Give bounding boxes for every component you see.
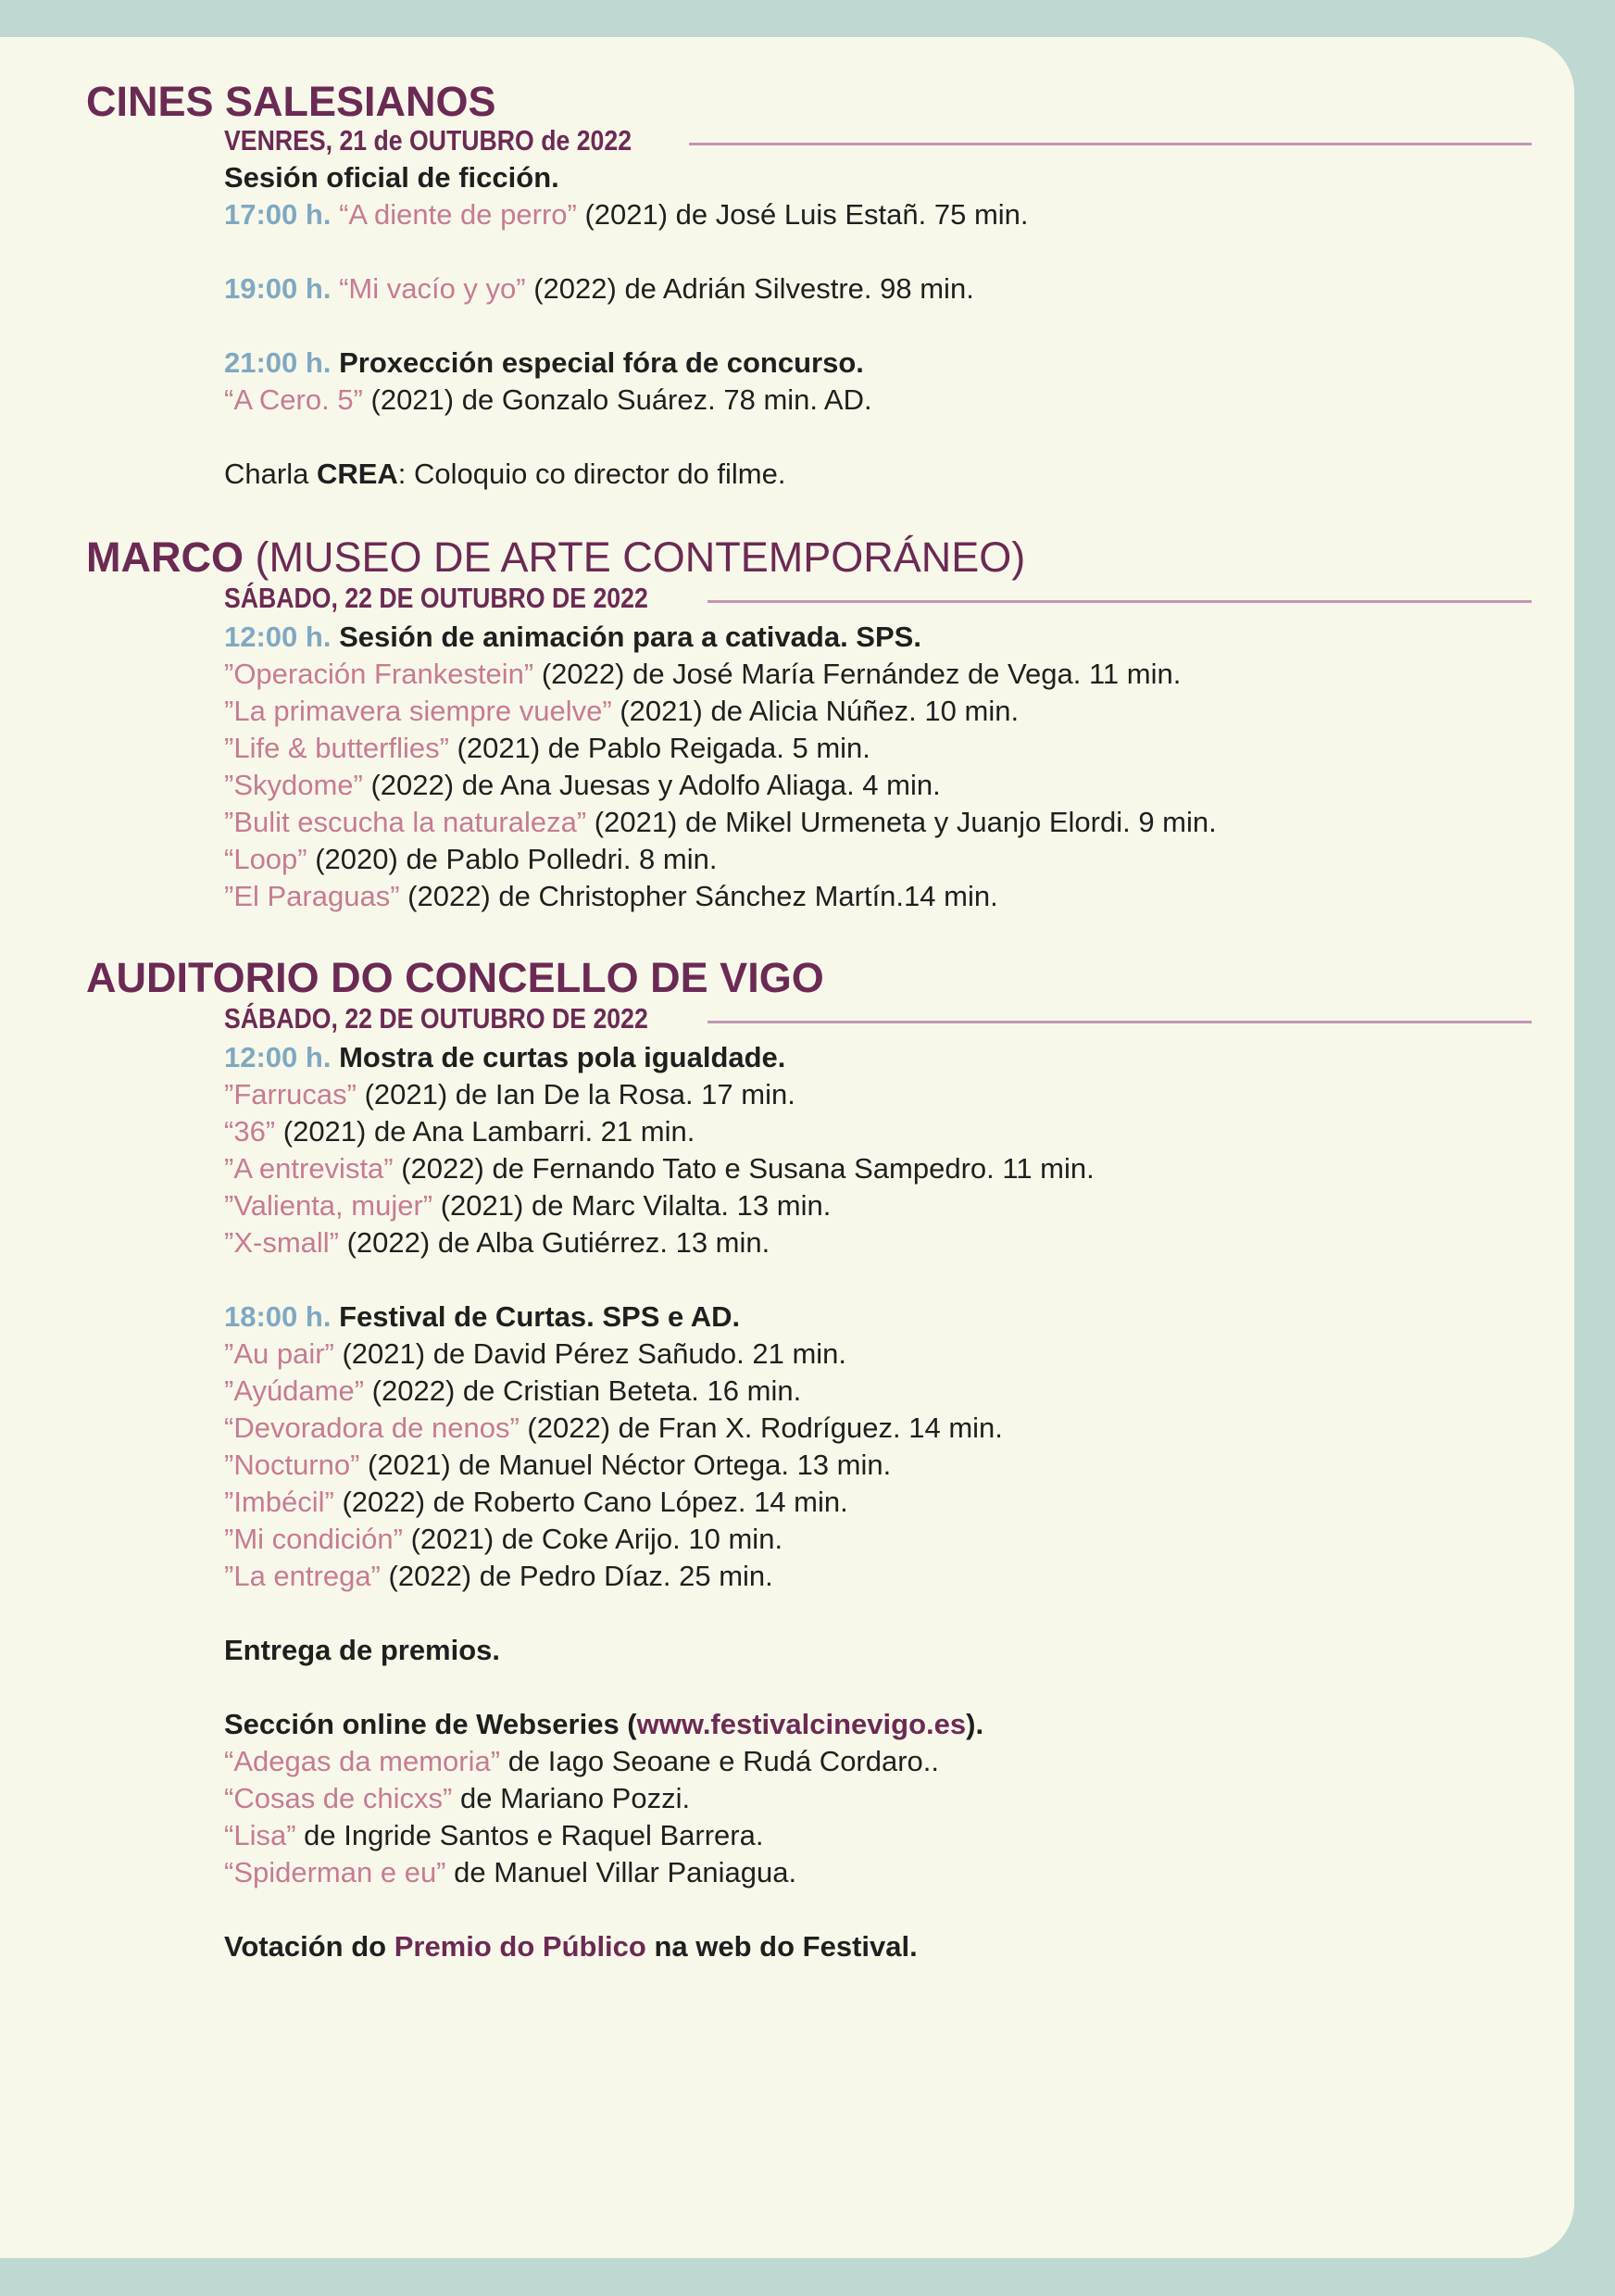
film-line: ”Farrucas” (2021) de Ian De la Rosa. 17 min. (224, 1078, 795, 1110)
venue-title (86, 533, 1025, 582)
vote-line: Votación do Premio do Público na web do Festival. (224, 1930, 918, 1963)
session-heading: 12:00 h. Mostra de curtas pola igualdade. (224, 1041, 786, 1073)
session-date: SÁBADO, 22 DE OUTUBRO DE 2022 (224, 1002, 648, 1035)
screening-line: “A Cero. 5” (2021) de Gonzalo Suárez. 78 min. AD. (224, 383, 872, 416)
date-row (224, 1002, 1532, 1035)
film-line: ”Ayúdame” (2022) de Cristian Beteta. 16 min. (224, 1374, 802, 1407)
venue-name: AUDITORIO DO CONCELLO DE VIGO (86, 954, 824, 1001)
session-heading: 18:00 h. Festival de Curtas. SPS e AD. (224, 1300, 741, 1333)
film-line: ”La primavera siempre vuelve” (2021) de Alicia Núñez. 10 min. (224, 695, 1020, 727)
film-line: ”Life & butterflies” (2021) de Pablo Reigada. 5 min. (224, 732, 870, 764)
venue-subtitle: (MUSEO DE ARTE CONTEMPORÁNEO) (243, 533, 1026, 581)
session-date: SÁBADO, 22 DE OUTUBRO DE 2022 (224, 582, 648, 614)
film-line: ”X-small” (2022) de Alba Gutiérrez. 13 min. (224, 1226, 770, 1259)
film-line: ”Valienta, mujer” (2021) de Marc Vilalta. 13 min. (224, 1189, 832, 1222)
charla-line: Charla CREA: Coloquio co director do filme. (224, 458, 786, 490)
screening-line: 17:00 h. “A diente de perro” (2021) de José Luis Estañ. 75 min. (224, 198, 1029, 231)
festival-website-link[interactable]: www.festivalcinevigo.es (636, 1708, 967, 1740)
film-line: ”Skydome” (2022) de Ana Juesas y Adolfo Aliaga. 4 min. (224, 769, 941, 801)
awards-line: Entrega de premios. (224, 1634, 501, 1666)
film-line: “36” (2021) de Ana Lambarri. 21 min. (224, 1115, 695, 1148)
film-line: ”Bulit escucha la naturaleza” (2021) de Mikel Urmeneta y Juanjo Elordi. 9 min. (224, 806, 1217, 838)
film-line: ”Mi condición” (2021) de Coke Arijo. 10 min. (224, 1523, 783, 1555)
film-line: “Lisa” de Ingride Santos e Raquel Barrera. (224, 1819, 764, 1851)
session-date: VENRES, 21 de OUTUBRO de 2022 (224, 124, 632, 157)
date-row (224, 124, 1532, 157)
session-title: Sesión oficial de ficción. (224, 161, 559, 194)
venue-name: MARCO (86, 533, 244, 581)
divider-rule (707, 1021, 1532, 1023)
film-line: ”Imbécil” (2022) de Roberto Cano López. 14 min. (224, 1486, 848, 1518)
venue-title (86, 78, 496, 126)
webseries-heading: Sección online de Webseries (www.festivalcinevigo.es). (224, 1708, 984, 1740)
date-row (224, 582, 1532, 615)
venue-title (86, 954, 824, 1002)
session-block (224, 159, 1029, 493)
film-line: ”Nocturno” (2021) de Manuel Néctor Ortega. 13 min. (224, 1449, 892, 1481)
divider-rule (689, 143, 1532, 145)
film-line: ”La entrega” (2022) de Pedro Díaz. 25 min. (224, 1560, 773, 1592)
film-line: “Loop” (2020) de Pablo Polledri. 8 min. (224, 843, 718, 875)
film-line: ”A entrevista” (2022) de Fernando Tato e Susana Sampedro. 11 min. (224, 1152, 1095, 1185)
session-block (224, 619, 1217, 915)
film-line: ”Au pair” (2021) de David Pérez Sañudo. 21 min. (224, 1337, 847, 1370)
screening-line: 21:00 h. Proxección especial fóra de concurso. (224, 346, 864, 379)
session-block (224, 1039, 1095, 1965)
screening-line: 19:00 h. “Mi vacío y yo” (2022) de Adrián Silvestre. 98 min. (224, 272, 974, 305)
film-line: ”Operación Frankestein” (2022) de José María Fernández de Vega. 11 min. (224, 658, 1182, 690)
venue-name: CINES SALESIANOS (86, 78, 496, 125)
film-line: “Devoradora de nenos” (2022) de Fran X. Rodríguez. 14 min. (224, 1411, 1003, 1444)
session-heading: 12:00 h. Sesión de animación para a cativada. SPS. (224, 621, 921, 653)
film-line: “Cosas de chicxs” de Mariano Pozzi. (224, 1782, 691, 1814)
film-line: ”El Paraguas” (2022) de Christopher Sánchez Martín.14 min. (224, 880, 998, 912)
film-line: “Spiderman e eu” de Manuel Villar Paniagua. (224, 1856, 797, 1888)
divider-rule (707, 600, 1532, 603)
audience-award-link[interactable]: Premio do Público (394, 1930, 646, 1963)
film-line: “Adegas da memoria” de Iago Seoane e Rudá Cordaro.. (224, 1745, 940, 1777)
